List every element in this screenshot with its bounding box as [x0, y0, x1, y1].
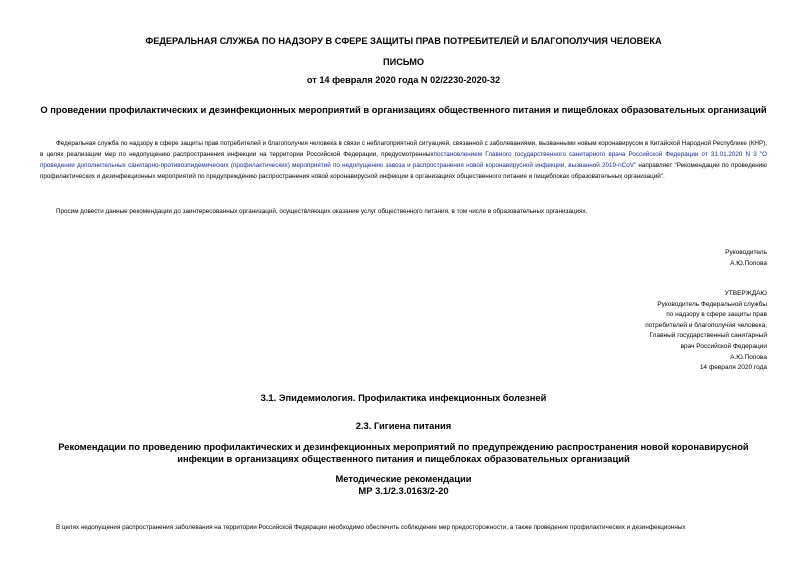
agency-heading: ФЕДЕРАЛЬНАЯ СЛУЖБА ПО НАДЗОРУ В СФЕРЕ ЗАЩИТЫ ПРАВ ПОТРЕБИТЕЛЕЙ И БЛАГОПОЛУЧИЯ ЧЕЛОВЕКА	[145, 36, 662, 46]
approval-line: врач Российской Федерации	[680, 342, 767, 350]
paragraph-1-start: Федеральная служба по надзору в сфере защиты прав потребителей и благополучия человека в связи с неблагоприятной ситуацией, связанной с заболеваниями, вызванными новым коронавирусом в Китайской Народной Республике (КНР), в целях реализации мер по недопущению распространения инфекции на территории Российской Федерации, предусмотренных	[40, 140, 767, 158]
signature-name: А.Ю.Попова	[730, 259, 767, 267]
signature-block	[507, 248, 767, 269]
approval-line: по надзору в сфере защиты прав	[666, 311, 767, 319]
approval-line: Руководитель Федеральной службы	[657, 300, 767, 308]
body-paragraph-2: Просим довести данные рекомендации до заинтересованных организаций, осуществляющих оказание услуг общественного питания, в том числе в образовательных организациях.	[56, 208, 588, 215]
approval-line: УТВЕРЖДАЮ	[724, 290, 767, 297]
approval-line: Главный государственный санитарный	[649, 332, 767, 340]
recommendations-intro: В целях недопущения распространения заболевания на территории Российской Федерации необходимо обеспечить соблюдение мер предосторожности, а также проведение профилактических и дезинфекционных	[56, 524, 686, 531]
doc-subject: О проведении профилактических и дезинфекционных мероприятий в организациях общественного питания и пищеблоках образовательных организаций	[40, 104, 767, 115]
approval-line: потребителей и благополучия человека,	[645, 321, 767, 329]
doc-type-heading: ПИСЬМО	[382, 57, 425, 67]
body-paragraph-1	[40, 138, 767, 182]
doc-date-number: от 14 февраля 2020 года N 02/2230-2020-32	[306, 75, 501, 85]
recommendations-doc-code: МР 3.1/2.3.0163/2-20	[358, 485, 449, 496]
recommendations-title: Рекомендации по проведению профилактических и дезинфекционных мероприятий по предупреждению распространения новой коронавирусной инфекции в организациях общественного питания и пищеблоках образовательных организаций	[58, 441, 749, 464]
resolution-link[interactable]: постановлением Главного государственного санитарного врача Российской Федерации от 31.01.2020 N 3 "О проведении дополнительных санитарно-противоэпидемических (профилактических) мероприятий по недопущению завоза и распространения новой коронавирусной инфекции, вызванной 2019-nCoV"	[40, 151, 767, 169]
paragraph-1-end: направляет "Рекомендации по проведению профилактических и дезинфекционных мероприятий по предупреждению распространения новой коронавирусной инфекции в организациях общественного питания и пищеблоках образовательных организаций".	[40, 162, 768, 180]
signature-title: Руководитель	[725, 249, 767, 256]
approval-line: А.Ю.Попова	[730, 353, 767, 361]
classification-section-1: 3.1. Эпидемиология. Профилактика инфекционных болезней	[260, 392, 547, 403]
approval-block	[507, 289, 767, 374]
classification-section-2: 2.3. Гигиена питания	[355, 420, 452, 431]
approval-line: 14 февраля 2020 года	[699, 364, 767, 372]
recommendations-doc-kind: Методические рекомендации	[335, 473, 472, 484]
